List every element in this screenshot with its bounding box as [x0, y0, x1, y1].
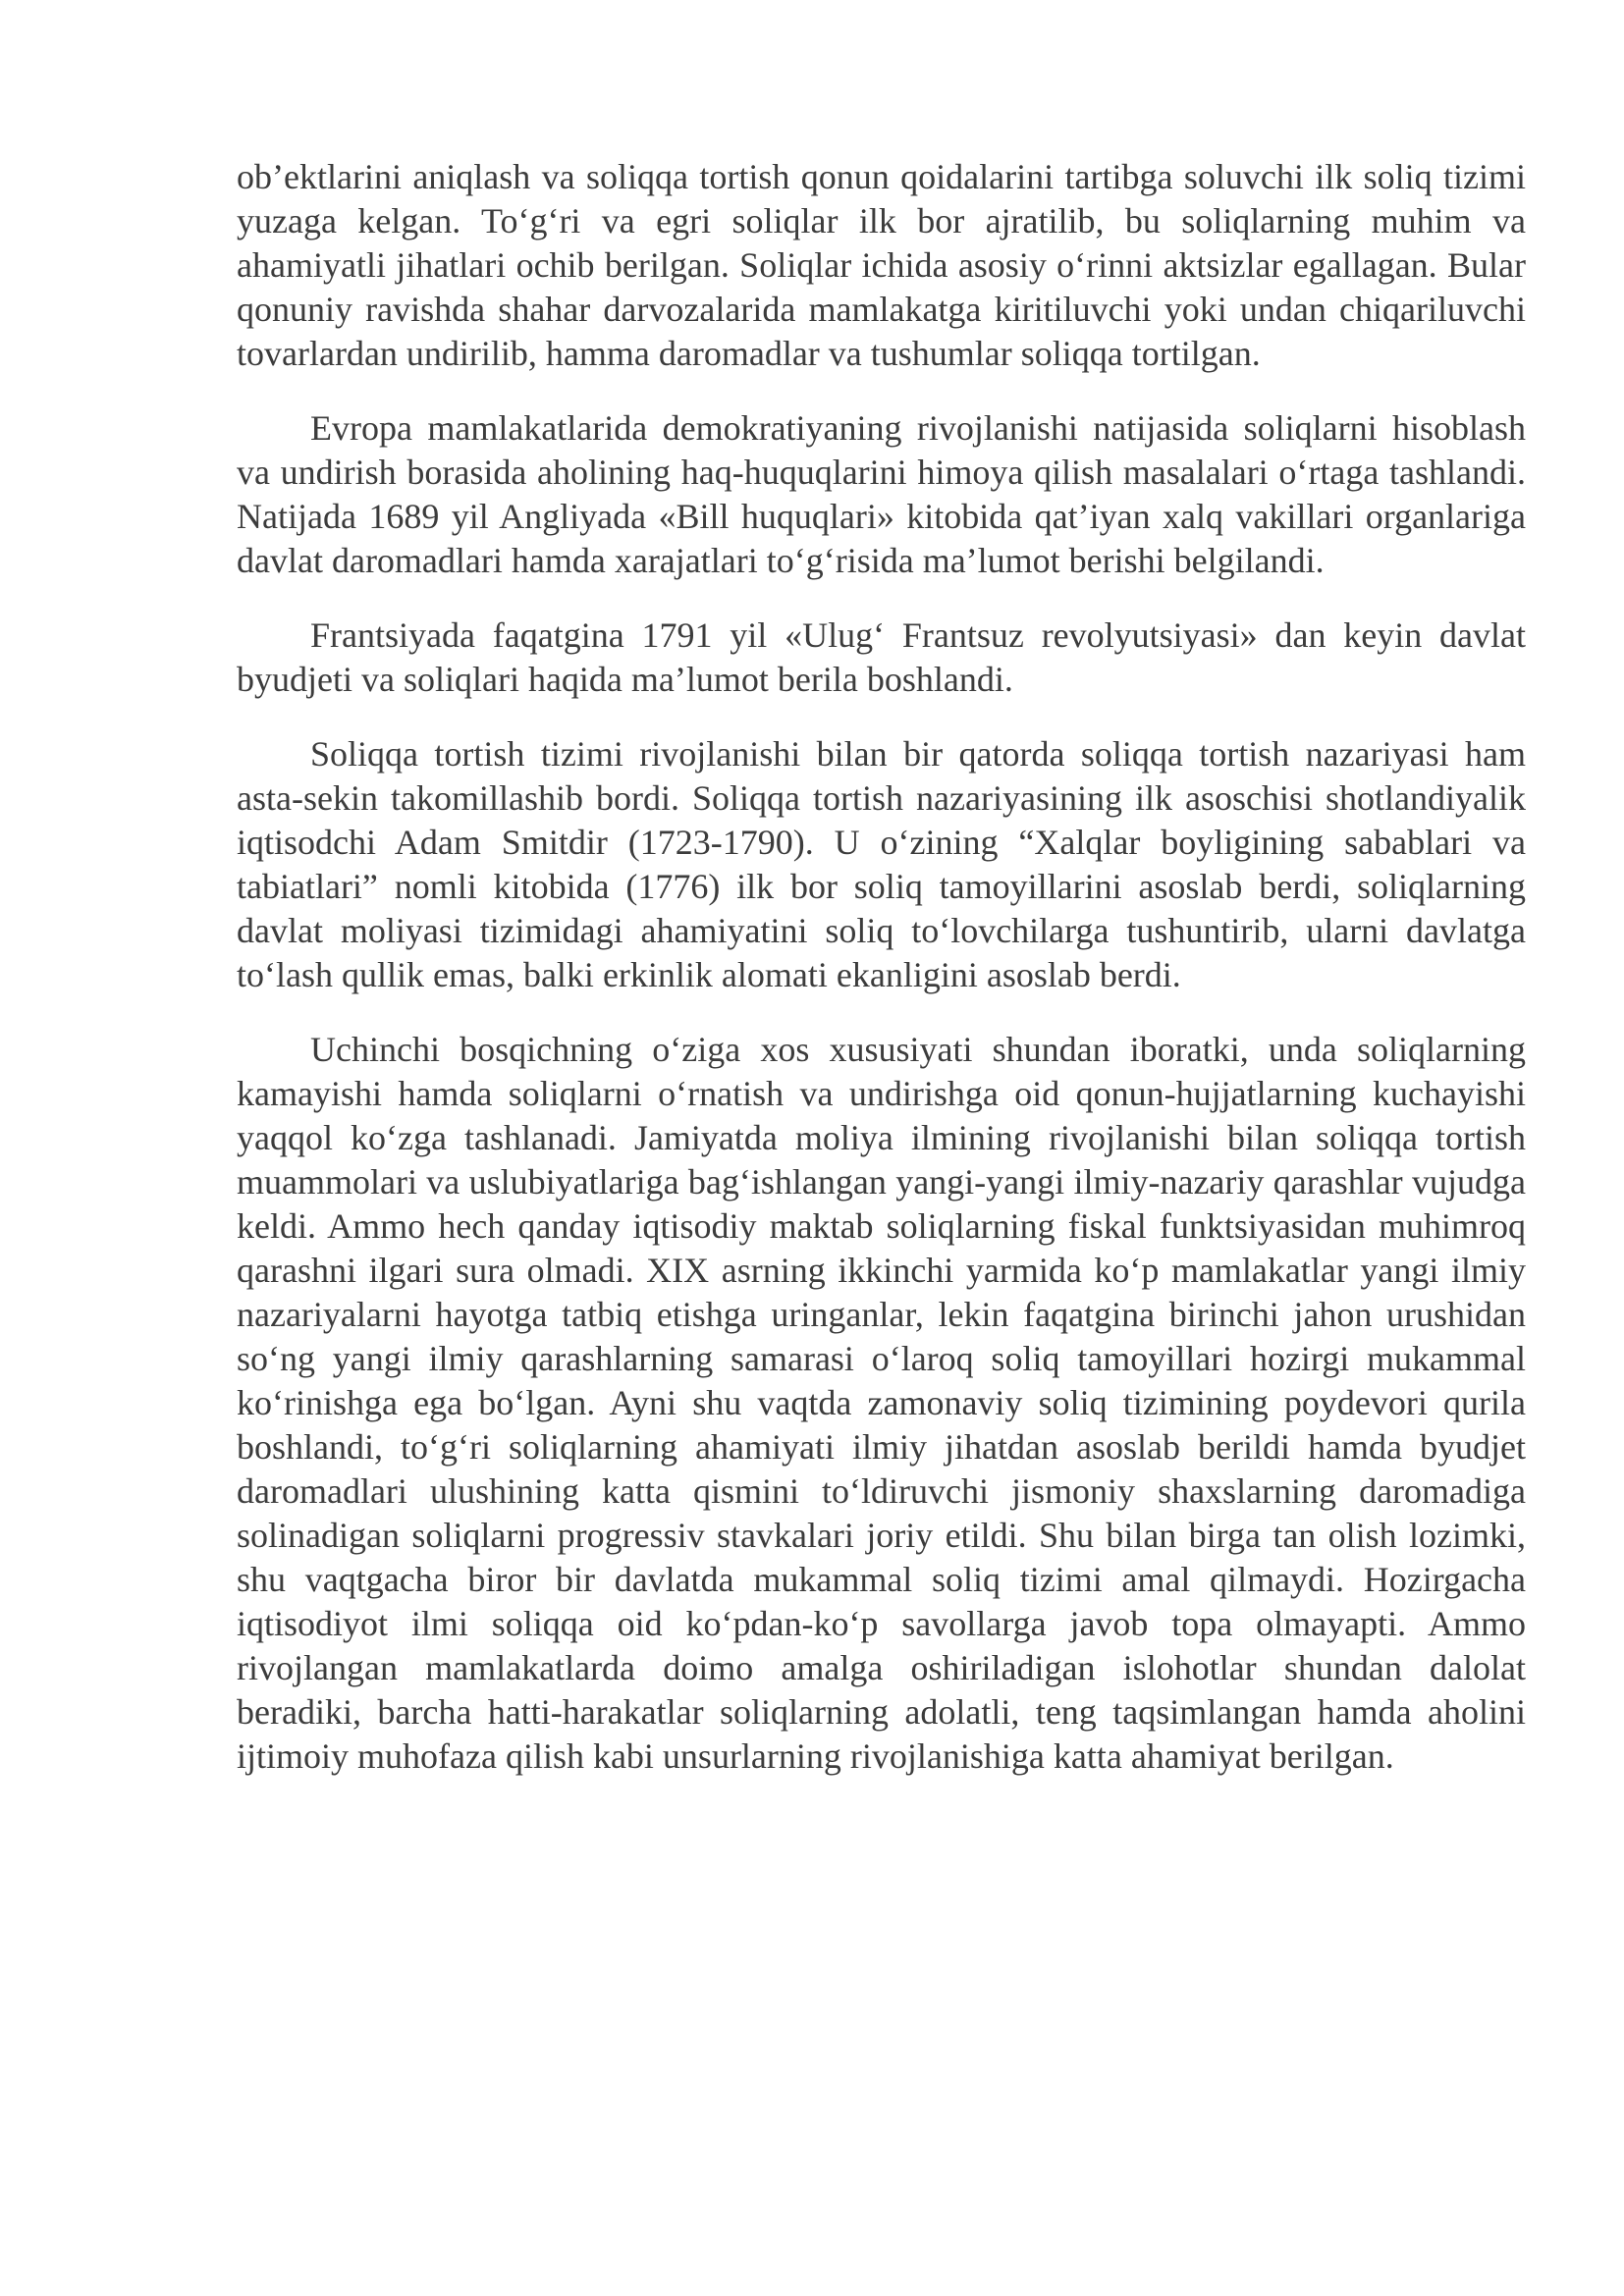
paragraph-2: Evropa mamlakatlarida demokratiyaning rivojlanishi natijasida soliqlarni hisoblash va undirish borasida aholining haq-huquqlarini himoya qilish masalalari o‘rtaga tashlandi. Natijada 1689 yil Angliyada «Bill huquqlari» kitobida qat’iyan xalq vakillari organlariga davlat daromadlari hamda xarajatlari to‘g‘risida ma’lumot berishi belgilandi.	[237, 408, 1526, 580]
paragraph-1: ob’ektlarini aniqlash va soliqqa tortish qonun qoidalarini tartibga soluvchi ilk soliq tizimi yuzaga kelgan. To‘g‘ri va egri soliqlar ilk bor ajratilib, bu soliqlarning muhim va ahamiyatli jihatlari ochib berilgan. Soliqlar ichida asosiy o‘rinni aktsizlar egallagan. Bular qonuniy ravishda shahar darvozalarida mamlakatga kiritiluvchi yoki undan chiqariluvchi tovarlardan undirilib, hamma daromadlar va tushumlar soliqqa tortilgan.	[237, 157, 1526, 373]
body-text	[237, 155, 1526, 1809]
paragraph-5: Uchinchi bosqichning o‘ziga xos xususiyati shundan iboratki, unda soliqlarning kamayishi hamda soliqlarni o‘rnatish va undirishga oid qonun-hujjatlarning kuchayishi yaqqol ko‘zga tashlanadi. Jamiyatda moliya ilmining rivojlanishi bilan soliqqa tortish muammolari va uslubiyatlariga bag‘ishlangan yangi-yangi ilmiy-nazariy qarashlar vujudga keldi. Ammo hech qanday iqtisodiy maktab soliqlarning fiskal funktsiyasidan muhimroq qarashni ilgari sura olmadi. XIX asrning ikkinchi yarmida ko‘p mamlakatlar yangi ilmiy nazariyalarni hayotga tatbiq etishga uringanlar, lekin faqatgina birinchi jahon urushidan so‘ng yangi ilmiy qarashlarning samarasi o‘laroq soliq tamoyillari hozirgi mukammal ko‘rinishga ega bo‘lgan. Ayni shu vaqtda zamonaviy soliq tizimining poydevori qurila boshlandi, to‘g‘ri soliqlarning ahamiyati ilmiy jihatdan asoslab berildi hamda byudjet daromadlari ulushining katta qismini to‘ldiruvchi jismoniy shaxslarning daromadiga solinadigan soliqlarni progressiv stavkalari joriy etildi. Shu bilan birga tan olish lozimki, shu vaqtgacha biror bir davlatda mukammal soliq tizimi amal qilmaydi. Hozirgacha iqtisodiyot ilmi soliqqa oid ko‘pdan-ko‘p savollarga javob topa olmayapti. Ammo rivojlangan mamlakatlarda doimo amalga oshiriladigan islohotlar shundan dalolat beradiki, barcha hatti-harakatlar soliqlarning adolatli, teng taqsimlangan hamda aholini ijtimoiy muhofaza qilish kabi unsurlarning rivojlanishiga katta ahamiyat berilgan.	[237, 1030, 1526, 1776]
paragraph-3: Frantsiyada faqatgina 1791 yil «Ulug‘ Frantsuz revolyutsiyasi» dan keyin davlat byudjeti va soliqlari haqida ma’lumot berila boshlandi.	[237, 615, 1526, 699]
paragraph-4: Soliqqa tortish tizimi rivojlanishi bilan bir qatorda soliqqa tortish nazariyasi ham asta-sekin takomillashib bordi. Soliqqa tortish nazariyasining ilk asoschisi shotlandiyalik iqtisodchi Adam Smitdir (1723-1790). U o‘zining “Xalqlar boyligining sabablari va tabiatlari” nomli kitobida (1776) ilk bor soliq tamoyillarini asoslab berdi, soliqlarning davlat moliyasi tizimidagi ahamiyatini soliq to‘lovchilarga tushuntirib, ularni davlatga to‘lash qullik emas, balki erkinlik alomati ekanligini asoslab berdi.	[237, 734, 1526, 994]
